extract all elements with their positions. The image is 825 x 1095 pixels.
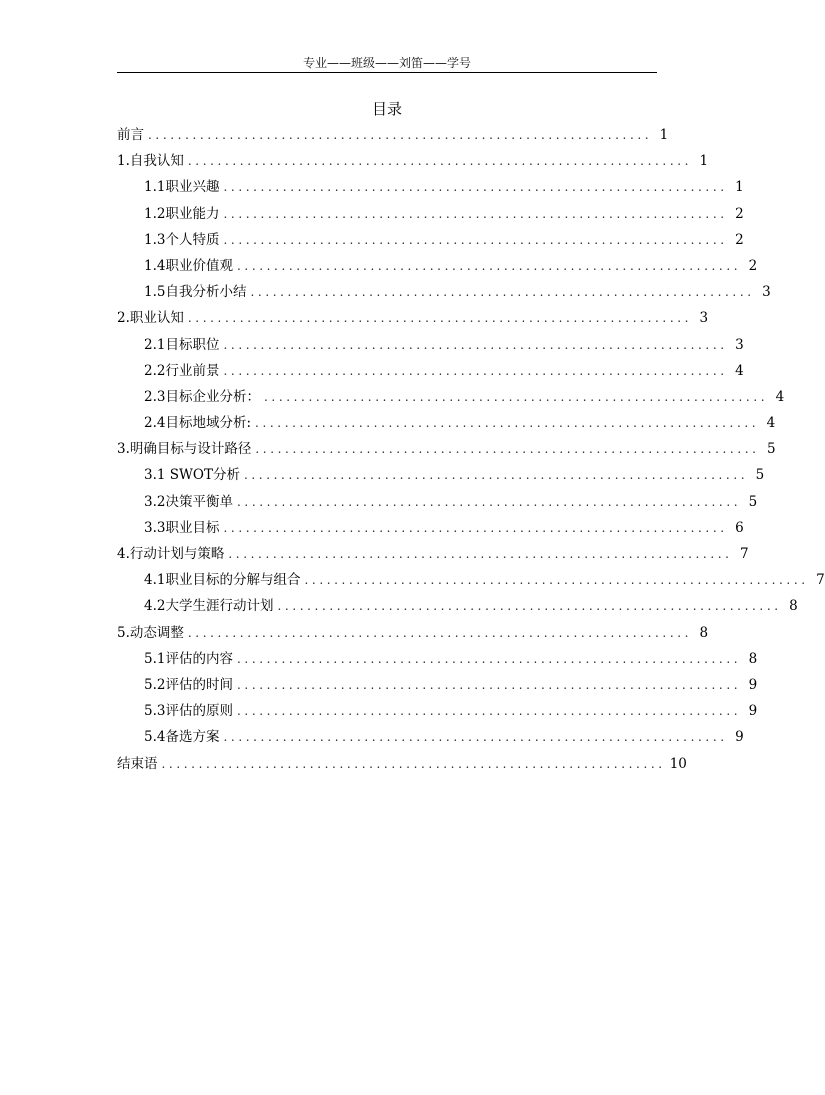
toc-subentry[interactable] bbox=[117, 724, 744, 750]
toc-dot-leader: .................................................................... bbox=[223, 337, 728, 352]
toc-entry-label: 2.3目标企业分析： bbox=[144, 388, 260, 405]
toc-entry[interactable] bbox=[117, 305, 709, 331]
toc-entry-page-number: 5 bbox=[748, 493, 758, 510]
toc-entry-label: 5.2评估的时间 bbox=[144, 676, 233, 693]
toc-entry-label: 4.行动计划与策略 bbox=[117, 546, 225, 562]
toc-entry-page-number: 4 bbox=[735, 362, 744, 379]
toc-dot-leader: .................................................................... bbox=[243, 468, 749, 483]
toc-dot-leader: .................................................................... bbox=[236, 258, 742, 273]
toc-subentry[interactable] bbox=[117, 646, 758, 672]
toc-dot-leader: .................................................................... bbox=[187, 154, 693, 169]
toc-entry-page-number: 7 bbox=[816, 572, 825, 589]
toc-entry-page-number: 8 bbox=[748, 650, 758, 667]
toc-entry-page-number: 4 bbox=[775, 388, 785, 405]
toc-entry-label: 4.1职业目标的分解与组合 bbox=[144, 572, 301, 589]
toc-dot-leader: .................................................................... bbox=[236, 494, 742, 509]
toc-entry-label: 2.1目标职位 bbox=[144, 336, 220, 353]
toc-entry-label: 2.2行业前景 bbox=[144, 362, 220, 379]
toc-entry-label: 1.2职业能力 bbox=[144, 205, 220, 222]
toc-entry-label: 1.3个人特质 bbox=[144, 231, 220, 248]
toc-subentry[interactable] bbox=[117, 567, 825, 593]
toc-dot-leader: .................................................................... bbox=[255, 416, 760, 431]
toc-dot-leader: .................................................................... bbox=[236, 651, 742, 666]
toc-dot-leader: .................................................................... bbox=[250, 285, 755, 300]
toc-dot-leader: .................................................................... bbox=[223, 363, 728, 378]
toc-entry-label: 3.1 SWOT分析 bbox=[144, 467, 240, 484]
toc-entry-label: 2.职业认知 bbox=[117, 310, 184, 327]
toc-entry-label: 3.明确目标与设计路径 bbox=[117, 441, 252, 458]
toc-entry-label: 5.3评估的原则 bbox=[144, 703, 233, 720]
toc-dot-leader: .................................................................... bbox=[304, 573, 809, 588]
toc-dot-leader: .................................................................... bbox=[263, 389, 769, 404]
toc-subentry[interactable] bbox=[117, 672, 758, 698]
table-of-contents bbox=[117, 122, 825, 777]
toc-subentry[interactable] bbox=[117, 332, 744, 358]
page-header: 专业——班级——刘笛——学号 bbox=[302, 56, 471, 70]
toc-entry-label: 2.4目标地域分析: bbox=[144, 415, 252, 432]
toc-entry-label: 4.2大学生涯行动计划 bbox=[144, 598, 274, 615]
toc-entry-page-number: 9 bbox=[748, 676, 758, 693]
toc-entry[interactable] bbox=[117, 148, 709, 174]
toc-entry-page-number: 8 bbox=[789, 598, 798, 615]
toc-dot-leader: .................................................................... bbox=[228, 547, 733, 561]
toc-entry-page-number: 1 bbox=[699, 153, 709, 170]
toc-subentry[interactable] bbox=[117, 384, 785, 410]
toc-subentry[interactable] bbox=[117, 515, 744, 541]
toc-subentry[interactable] bbox=[117, 593, 798, 619]
toc-dot-leader: .................................................................... bbox=[148, 128, 653, 142]
toc-entry-label: 1.4职业价值观 bbox=[144, 257, 233, 274]
toc-entry-page-number: 10 bbox=[669, 755, 687, 772]
toc-dot-leader: .................................................................... bbox=[255, 442, 760, 457]
toc-entry-label: 结束语 bbox=[117, 755, 158, 772]
toc-subentry[interactable] bbox=[117, 201, 744, 227]
toc-subentry[interactable] bbox=[117, 410, 776, 436]
toc-entry-page-number: 9 bbox=[735, 729, 744, 746]
toc-entry-label: 5.4备选方案 bbox=[144, 729, 220, 746]
toc-entry-page-number: 5 bbox=[755, 467, 765, 484]
toc-entry-label: 3.3职业目标 bbox=[144, 519, 220, 536]
toc-entry-page-number: 2 bbox=[735, 231, 744, 248]
toc-entry-label: 5.1评估的内容 bbox=[144, 650, 233, 667]
toc-dot-leader: .................................................................... bbox=[161, 756, 666, 771]
toc-title: 目录 bbox=[371, 100, 402, 118]
toc-entry-page-number: 7 bbox=[739, 546, 749, 562]
toc-entry-page-number: 2 bbox=[735, 205, 744, 222]
toc-entry-page-number: 8 bbox=[699, 624, 709, 641]
toc-entry-page-number: 1 bbox=[735, 179, 744, 196]
toc-entry-label: 3.2决策平衡单 bbox=[144, 493, 233, 510]
toc-entry[interactable] bbox=[117, 122, 669, 148]
toc-subentry[interactable] bbox=[117, 174, 744, 200]
toc-entry-label: 1.1职业兴趣 bbox=[144, 179, 220, 196]
toc-entry-page-number: 3 bbox=[735, 336, 744, 353]
toc-entry[interactable] bbox=[117, 620, 709, 646]
toc-subentry[interactable] bbox=[117, 698, 758, 724]
toc-dot-leader: .................................................................... bbox=[187, 311, 693, 326]
toc-entry[interactable] bbox=[117, 541, 749, 567]
toc-dot-leader: .................................................................... bbox=[223, 232, 728, 247]
toc-dot-leader: .................................................................... bbox=[236, 677, 742, 692]
toc-entry-page-number: 5 bbox=[766, 441, 776, 458]
toc-entry-page-number: 3 bbox=[699, 310, 709, 327]
toc-subentry[interactable] bbox=[117, 489, 758, 515]
toc-subentry[interactable] bbox=[117, 279, 771, 305]
toc-entry[interactable] bbox=[117, 436, 776, 462]
toc-dot-leader: .................................................................... bbox=[236, 704, 742, 719]
toc-entry-label: 1.5自我分析小结 bbox=[144, 284, 247, 301]
toc-entry-page-number: 3 bbox=[762, 284, 771, 301]
toc-dot-leader: .................................................................... bbox=[187, 625, 693, 640]
header-rule bbox=[117, 72, 657, 73]
toc-subentry[interactable] bbox=[117, 358, 744, 384]
toc-entry-page-number: 6 bbox=[735, 519, 744, 536]
toc-entry[interactable] bbox=[117, 751, 687, 777]
toc-entry-page-number: 1 bbox=[659, 127, 669, 143]
toc-entry-label: 1.自我认知 bbox=[117, 153, 184, 170]
toc-entry-page-number: 4 bbox=[766, 415, 776, 432]
toc-dot-leader: .................................................................... bbox=[223, 206, 728, 221]
toc-subentry[interactable] bbox=[117, 253, 758, 279]
toc-entry-page-number: 9 bbox=[748, 703, 758, 720]
toc-entry-label: 前言 bbox=[117, 127, 144, 143]
toc-dot-leader: .................................................................... bbox=[223, 180, 728, 195]
toc-dot-leader: .................................................................... bbox=[223, 730, 728, 745]
toc-entry-label: 5.动态调整 bbox=[117, 624, 184, 641]
toc-subentry[interactable] bbox=[117, 462, 765, 488]
toc-dot-leader: .................................................................... bbox=[277, 599, 782, 614]
toc-dot-leader: .................................................................... bbox=[223, 520, 728, 535]
toc-entry-page-number: 2 bbox=[748, 257, 758, 274]
toc-subentry[interactable] bbox=[117, 227, 744, 253]
